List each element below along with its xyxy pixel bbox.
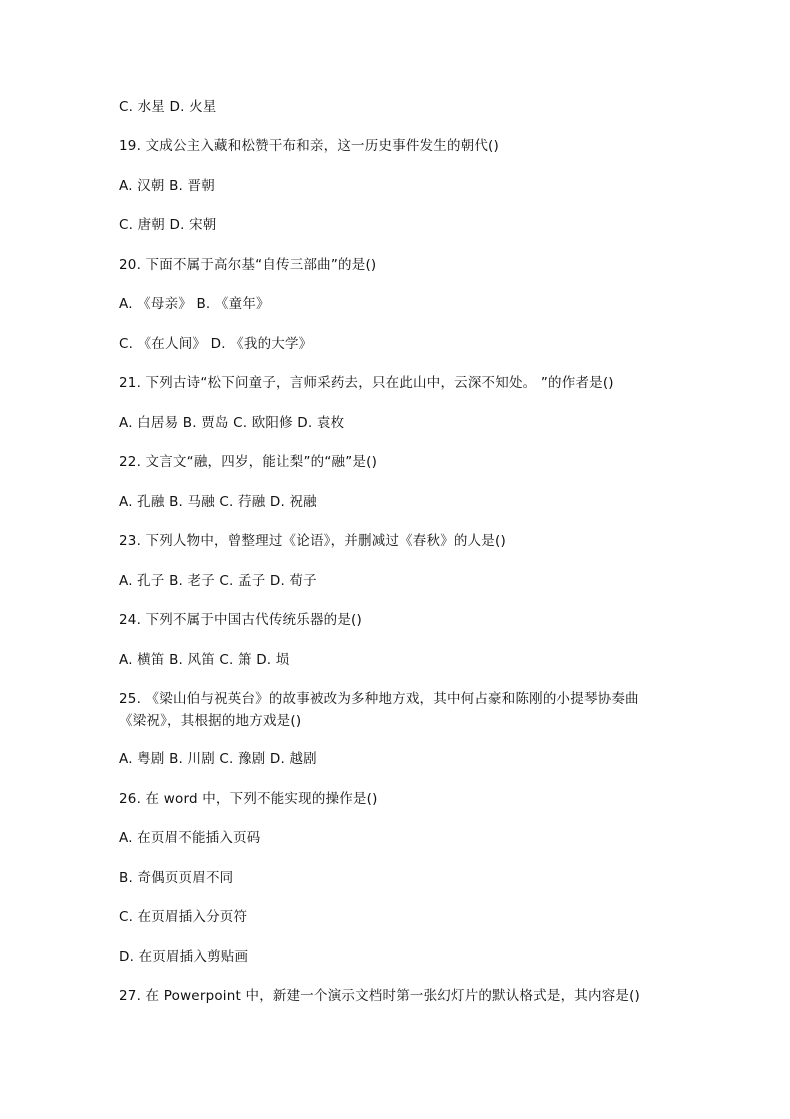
answer-options-21: A. 白居易 B. 贾岛 C. 欧阳修 D. 袁枚 — [119, 415, 345, 431]
question-22: 22. 文言文“融，四岁，能让梨”的“融”是() — [119, 454, 378, 470]
question-27: 27. 在 Powerpoint 中，新建一个演示文档时第一张幻灯片的默认格式是，其内容是() — [119, 988, 641, 1004]
question-23: 23. 下列人物中，曾整理过《论语》，并删减过《春秋》的人是() — [119, 533, 506, 549]
answer-option-26-b: B. 奇偶页页眉不同 — [119, 870, 234, 886]
answer-option-26-d: D. 在页眉插入剪贴画 — [119, 949, 249, 965]
answer-options-24: A. 横笛 B. 风笛 C. 箫 D. 埙 — [119, 652, 290, 668]
answer-options-20-ab: A. 《母亲》 B. 《童年》 — [119, 296, 270, 312]
question-19: 19. 文成公主入藏和松赞干布和亲，这一历史事件发生的朝代() — [119, 138, 499, 154]
question-21: 21. 下列古诗“松下问童子，言师采药去，只在此山中，云深不知处。 ”的作者是() — [119, 375, 614, 391]
question-20: 20. 下面不属于高尔基“自传三部曲”的是() — [119, 257, 377, 273]
answer-options-25: A. 粤剧 B. 川剧 C. 豫剧 D. 越剧 — [119, 751, 317, 767]
answer-options-19-cd: C. 唐朝 D. 宋朝 — [119, 217, 217, 233]
answer-options-20-cd: C. 《在人间》 D. 《我的大学》 — [119, 336, 313, 352]
question-26: 26. 在 word 中，下列不能实现的操作是() — [119, 791, 378, 807]
answer-options-23: A. 孔子 B. 老子 C. 孟子 D. 荀子 — [119, 573, 317, 589]
answer-options-22: A. 孔融 B. 马融 C. 荇融 D. 祝融 — [119, 494, 317, 510]
answer-options-19-ab: A. 汉朝 B. 晋朝 — [119, 178, 215, 194]
question-25: 25. 《梁山伯与祝英台》的故事被改为多种地方戏，其中何占豪和陈刚的小提琴协奏曲《梁祝》，其根据的地方戏是() — [119, 691, 639, 729]
question-24: 24. 下列不属于中国古代传统乐器的是() — [119, 612, 362, 628]
answer-options-18-cd: C. 水星 D. 火星 — [119, 99, 217, 115]
answer-option-26-c: C. 在页眉插入分页符 — [119, 909, 248, 925]
answer-option-26-a: A. 在页眉不能插入页码 — [119, 830, 261, 846]
